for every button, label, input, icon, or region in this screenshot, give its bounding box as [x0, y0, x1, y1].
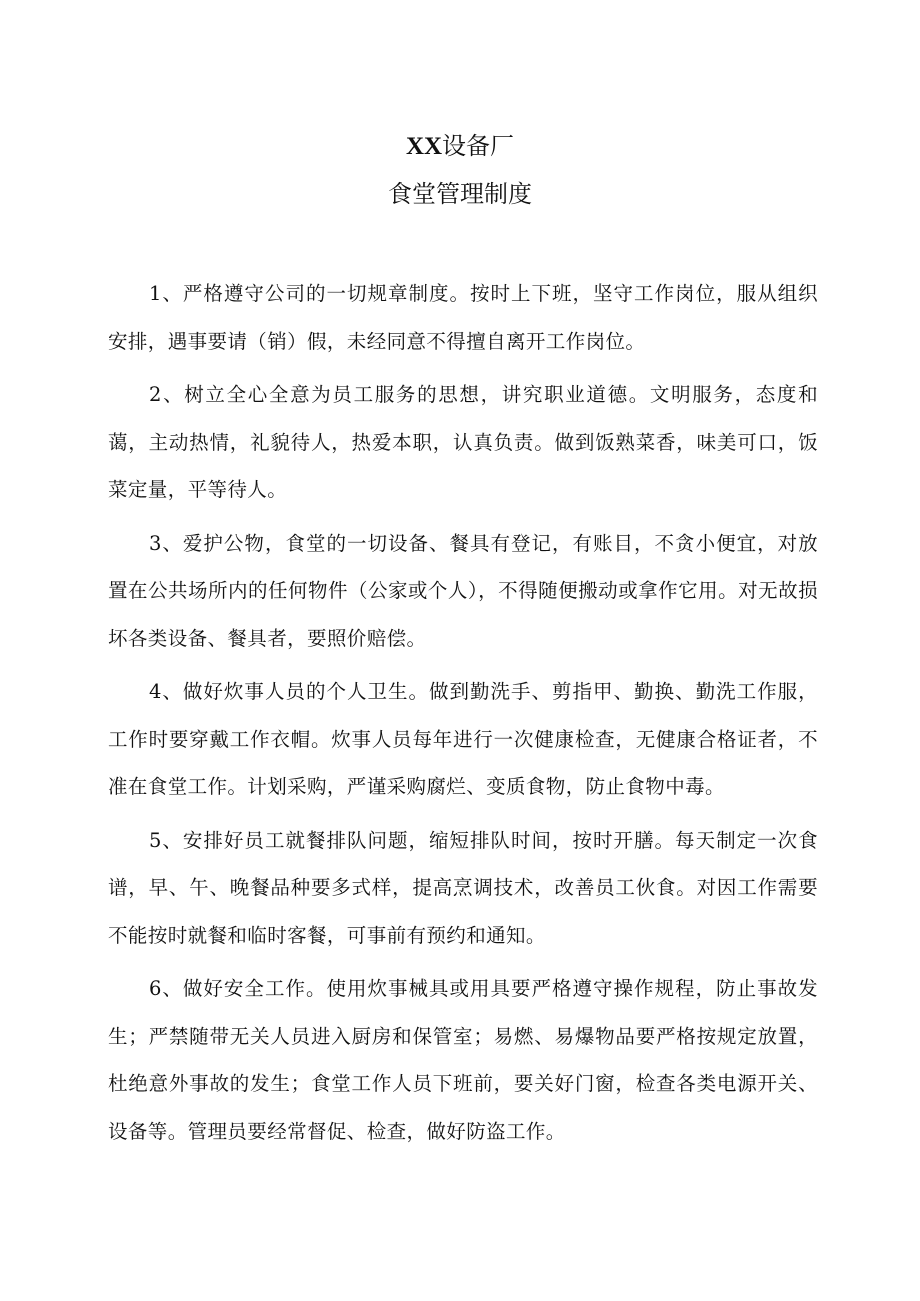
organization-code: XX: [405, 133, 443, 160]
clause-5: 5、安排好员工就餐排队问题，缩短排队时间，按时开膳。每天制定一次食谱，早、午、晚餐品种要多式样，提高烹调技术，改善员工伙食。对因工作需要不能按时就餐和临时客餐，可事前有预约和通知。: [108, 828, 818, 947]
title-block: [0, 128, 920, 212]
document-body: [108, 270, 818, 1161]
clause-4: 4、做好炊事人员的个人卫生。做到勤洗手、剪指甲、勤换、勤洗工作服，工作时要穿戴工作衣帽。炊事人员每年进行一次健康检查，无健康合格证者，不准在食堂工作。计划采购，严谨采购腐烂、变质食物，防止食物中毒。: [108, 680, 818, 798]
clause-6: 6、做好安全工作。使用炊事械具或用具要严格遵守操作规程，防止事故发生；严禁随带无关人员进入厨房和保管室；易燃、易爆物品要严格按规定放置，杜绝意外事故的发生；食堂工作人员下班前，要关好门窗，检查各类电源开关、设备等。管理员要经常督促、检查，做好防盗工作。: [108, 977, 818, 1143]
clause-3: 3、爱护公物，食堂的一切设备、餐具有登记，有账目，不贪小便宜，对放置在公共场所内的任何物件（公家或个人），不得随便搬动或拿作它用。对无故损坏各类设备、餐具者，要照价赔偿。: [108, 531, 818, 650]
document-title: 食堂管理制度: [388, 180, 532, 208]
clause-1: 1、严格遵守公司的一切规章制度。按时上下班，坚守工作岗位，服从组织安排，遇事要请（销）假，未经同意不得擅自离开工作岗位。: [108, 282, 818, 353]
organization-suffix: 设备厂: [442, 132, 515, 160]
clause-2: 2、树立全心全意为员工服务的思想，讲究职业道德。文明服务，态度和蔼，主动热情，礼貌待人，热爱本职，认真负责。做到饭熟菜香，味美可口，饭菜定量，平等待人。: [108, 383, 818, 501]
organization-title: [0, 128, 920, 164]
